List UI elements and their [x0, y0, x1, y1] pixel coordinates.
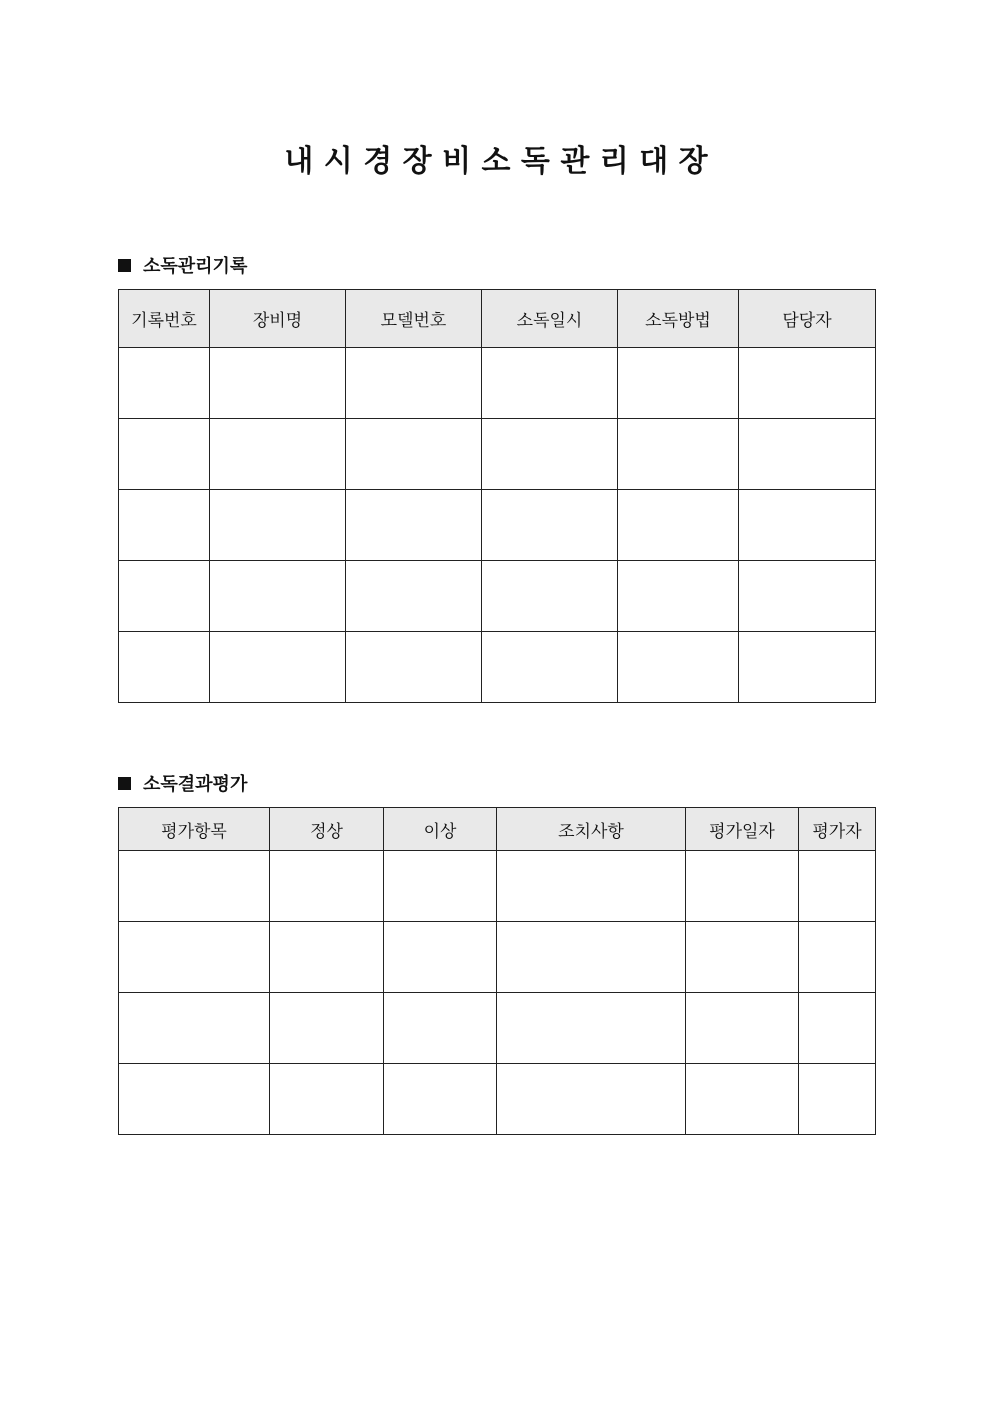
- table-cell[interactable]: [618, 561, 739, 632]
- table-cell[interactable]: [686, 1064, 799, 1135]
- table-cell[interactable]: [686, 851, 799, 922]
- table-cell[interactable]: [119, 490, 210, 561]
- table-cell[interactable]: [346, 490, 482, 561]
- table-cell[interactable]: [270, 993, 384, 1064]
- table-cell[interactable]: [210, 419, 346, 490]
- table-cell[interactable]: [739, 348, 876, 419]
- table-cell[interactable]: [618, 348, 739, 419]
- table-cell[interactable]: [799, 993, 876, 1064]
- table-row: [119, 993, 876, 1064]
- section-heading-label: 소독관리기록: [143, 256, 248, 277]
- table-cell[interactable]: [346, 561, 482, 632]
- table-cell[interactable]: [739, 419, 876, 490]
- table-cell[interactable]: [346, 348, 482, 419]
- table-cell[interactable]: [119, 1064, 270, 1135]
- table-cell[interactable]: [210, 490, 346, 561]
- table-cell[interactable]: [119, 419, 210, 490]
- column-header-evaluator: 평가자: [799, 808, 876, 851]
- column-header-normal: 정상: [270, 808, 384, 851]
- table-cell[interactable]: [739, 632, 876, 703]
- table-row: [119, 632, 876, 703]
- table-row: [119, 348, 876, 419]
- table-cell[interactable]: [618, 419, 739, 490]
- table-cell[interactable]: [384, 851, 497, 922]
- table-cell[interactable]: [739, 490, 876, 561]
- column-header-model-number: 모델번호: [346, 290, 482, 348]
- table-row: [119, 490, 876, 561]
- table-cell[interactable]: [482, 561, 618, 632]
- column-header-abnormal: 이상: [384, 808, 497, 851]
- table-cell[interactable]: [346, 632, 482, 703]
- table-row: [119, 851, 876, 922]
- section-heading-disinfection-evaluation: [118, 771, 247, 795]
- table-cell[interactable]: [497, 922, 686, 993]
- table-cell[interactable]: [739, 561, 876, 632]
- table-cell[interactable]: [482, 348, 618, 419]
- disinfection-evaluation-table: [118, 807, 876, 1135]
- table-cell[interactable]: [119, 993, 270, 1064]
- column-header-disinfection-datetime: 소독일시: [482, 290, 618, 348]
- table-cell[interactable]: [497, 993, 686, 1064]
- table-cell[interactable]: [270, 851, 384, 922]
- table-cell[interactable]: [270, 1064, 384, 1135]
- table-cell[interactable]: [210, 561, 346, 632]
- table-row: [119, 419, 876, 490]
- column-header-disinfection-method: 소독방법: [618, 290, 739, 348]
- table-cell[interactable]: [799, 922, 876, 993]
- section-heading-label: 소독결과평가: [143, 774, 248, 795]
- table-row: [119, 561, 876, 632]
- table-cell[interactable]: [384, 922, 497, 993]
- column-header-person-in-charge: 담당자: [739, 290, 876, 348]
- table-cell[interactable]: [618, 490, 739, 561]
- column-header-equipment-name: 장비명: [210, 290, 346, 348]
- table-row: [119, 922, 876, 993]
- square-bullet-icon: [118, 259, 131, 272]
- table-cell[interactable]: [119, 632, 210, 703]
- table-cell[interactable]: [482, 490, 618, 561]
- table-cell[interactable]: [119, 851, 270, 922]
- table-cell[interactable]: [482, 632, 618, 703]
- table-cell[interactable]: [119, 348, 210, 419]
- table-cell[interactable]: [618, 632, 739, 703]
- table-cell[interactable]: [799, 851, 876, 922]
- table-cell[interactable]: [119, 922, 270, 993]
- table-cell[interactable]: [119, 561, 210, 632]
- column-header-action-taken: 조치사항: [497, 808, 686, 851]
- table-cell[interactable]: [482, 419, 618, 490]
- table-cell[interactable]: [346, 419, 482, 490]
- table-header-row: [119, 808, 876, 851]
- table-cell[interactable]: [210, 632, 346, 703]
- column-header-evaluation-date: 평가일자: [686, 808, 799, 851]
- table-cell[interactable]: [384, 1064, 497, 1135]
- table-cell[interactable]: [497, 1064, 686, 1135]
- table-cell[interactable]: [270, 922, 384, 993]
- table-cell[interactable]: [799, 1064, 876, 1135]
- table-row: [119, 1064, 876, 1135]
- table-cell[interactable]: [497, 851, 686, 922]
- table-cell[interactable]: [686, 922, 799, 993]
- column-header-record-number: 기록번호: [119, 290, 210, 348]
- section-heading-disinfection-record: [118, 253, 247, 277]
- table-cell[interactable]: [686, 993, 799, 1064]
- column-header-evaluation-item: 평가항목: [119, 808, 270, 851]
- table-cell[interactable]: [384, 993, 497, 1064]
- table-header-row: [119, 290, 876, 348]
- disinfection-record-table: [118, 289, 876, 703]
- table-cell[interactable]: [210, 348, 346, 419]
- square-bullet-icon: [118, 777, 131, 790]
- page-title: 내 시 경 장 비 소 독 관 리 대 장: [284, 144, 708, 179]
